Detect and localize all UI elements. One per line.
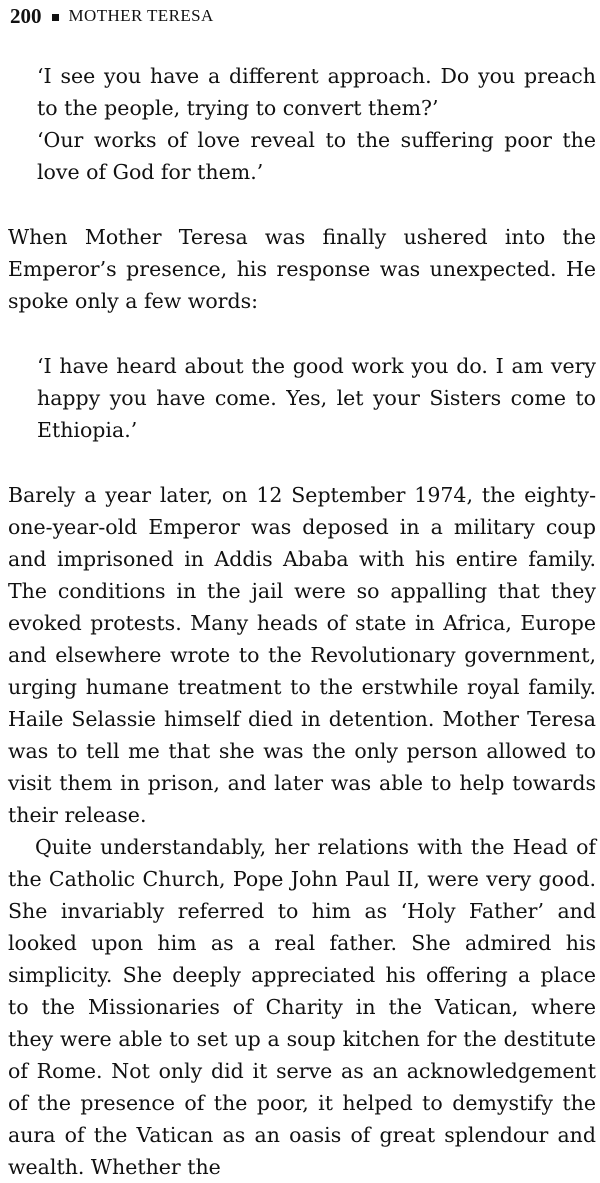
- square-bullet-icon: [52, 14, 59, 21]
- running-head: [10, 4, 214, 28]
- page-number: 200: [10, 3, 42, 28]
- paragraph-emperor-presence: When Mother Teresa was finally ushered into the Emperor’s presence, his response was unexpected. He spoke only a few words:: [8, 225, 596, 313]
- paragraph-pope-relations: Quite understandably, her relations with the Head of the Catholic Church, Pope John Paul II, were very good. She invariably referred to him as ‘Holy Father’ and looked upon him as a real father. She admired his simplicity. She deeply appreciated his offering a place to the Missionaries of Charity in the Vatican, where they were able to set up a soup kitchen for the destitute of Rome. Not only did it serve as an acknowledgement of the presence of the poor, it helped to demystify the aura of the Vatican as an oasis of great splendour and wealth. Whether the: [8, 835, 596, 1179]
- page-body: [8, 60, 596, 1183]
- paragraph-emperor-deposed: Barely a year later, on 12 September 1974, the eighty-one-year-old Emperor was deposed in a military coup and imprisoned in Addis Ababa with his entire family. The conditions in the jail were so appalling that they evoked protests. Many heads of state in Africa, Europe and elsewhere wrote to the Revolutionary government, urging humane treatment to the erstwhile royal family. Haile Selassie himself died in detention. Mother Teresa was to tell me that she was the only person allowed to visit them in prison, and later was able to help towards their release.: [8, 483, 596, 827]
- quote-answer: ‘Our works of love reveal to the suffering poor the love of God for them.’: [37, 128, 596, 184]
- emperor-quote-block: [37, 350, 596, 446]
- emperor-quote: ‘I have heard about the good work you do. I am very happy you have come. Yes, let your Sisters come to Ethiopia.’: [37, 354, 596, 442]
- running-head-title: MOTHER TERESA: [68, 6, 214, 25]
- dialogue-block: [37, 60, 596, 188]
- quote-question: ‘I see you have a different approach. Do you preach to the people, trying to convert them?’: [37, 64, 596, 120]
